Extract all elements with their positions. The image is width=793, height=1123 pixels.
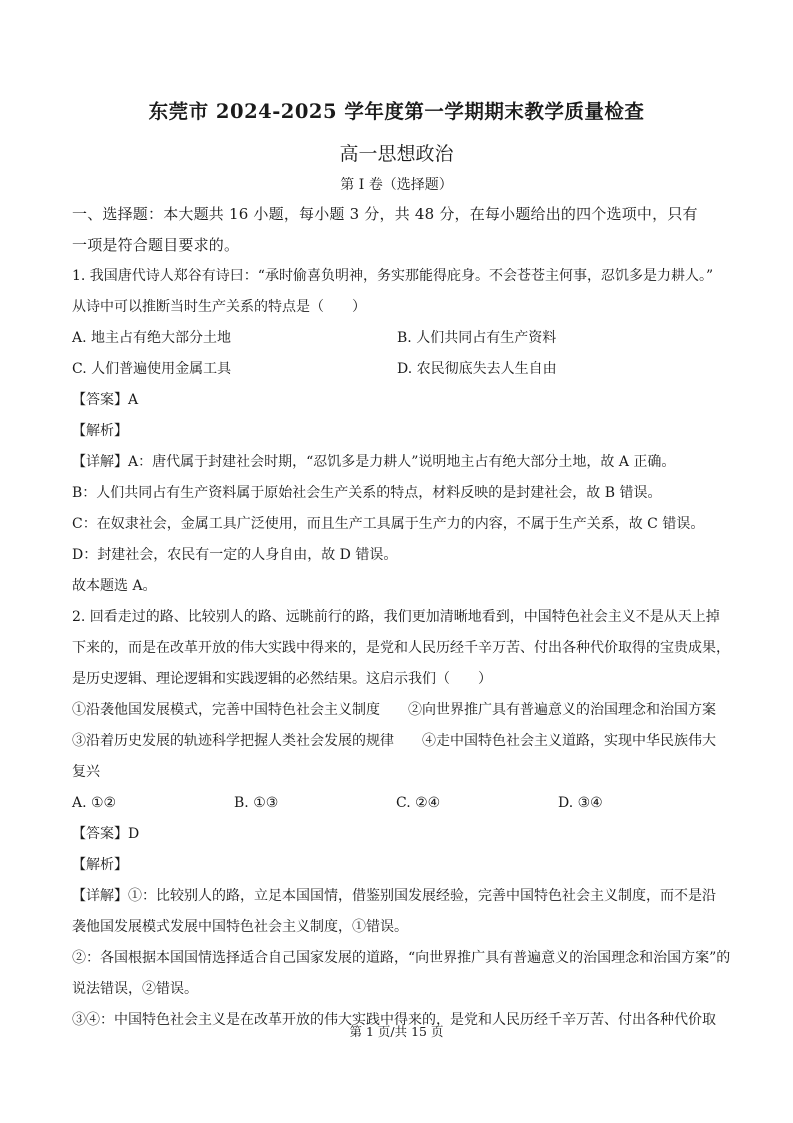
section-instructions-line-1: 一、选择题：本大题共 16 小题，每小题 3 分，共 48 分，在每小题给出的四个选项中，只有 (72, 205, 698, 223)
q2-detail-line-3: ②：各国根据本国国情选择适合自己国家发展的道路，“向世界推广具有普遍意义的治国理念和治国方案”的 (72, 950, 731, 966)
exam-content (72, 199, 731, 1036)
q2-stem-line-2: 下来的，而是在改革开放的伟大实践中得来的，是党和人民历经千辛万苦、付出各种代价取得的宝贵成果， (72, 640, 730, 656)
q2-detail-line-1: 【详解】①：比较别人的路，立足本国国情，借鉴别国发展经验，完善中国特色社会主义制度，而不是沿 (72, 888, 716, 904)
q1-option-a: A. 地主占有绝大部分土地 (72, 330, 232, 346)
q2-answer: 【答案】D (72, 826, 140, 842)
q1-detail-line-1: 【详解】A：唐代属于封建社会时期，“忍饥多是力耕人”说明地主占有绝大部分土地，故 A 正确。 (72, 454, 676, 470)
q2-detail-line-5: ③④：中国特色社会主义是在改革开放的伟大实践中得来的，是党和人民历经千辛万苦、付出各种代价取 (72, 1012, 716, 1028)
q2-detail-line-2: 袭他国发展模式发展中国特色社会主义制度，①错误。 (72, 919, 408, 935)
section-instructions-line-2: 一项是符合题目要求的。 (72, 236, 240, 254)
q1-option-d: D. 农民彻底失去人生自由 (397, 361, 557, 377)
q1-option-c: C. 人们普遍使用金属工具 (72, 361, 232, 377)
q1-stem-line-2: 从诗中可以推断当时生产关系的特点是（ ） (72, 299, 366, 315)
q2-options-row (72, 788, 722, 819)
exam-title: 东莞市 2024-2025 学年度第一学期期末教学质量检查 (148, 100, 645, 123)
page-footer: 第 1 页/共 15 页 (349, 1024, 444, 1039)
q2-option-b: B. ①③ (234, 795, 279, 811)
q2-option-c: C. ②④ (396, 795, 441, 811)
q2-analysis-label: 【解析】 (72, 857, 128, 873)
q1-answer: 【答案】A (72, 392, 139, 408)
q1-analysis-label: 【解析】 (72, 423, 128, 439)
q1-detail-line-2: B：人们共同占有生产资料属于原始社会生产关系的特点，材料反映的是封建社会，故 B 错误。 (72, 485, 662, 501)
volume-heading: 第 I 卷（选择题） (340, 177, 453, 193)
q2-stem-line-3: 是历史逻辑、理论逻辑和实践逻辑的必然结果。这启示我们（ ） (72, 671, 492, 687)
q2-stem-line-1: 2. 回看走过的路、比较别人的路、远眺前行的路，我们更加清晰地看到，中国特色社会主义不是从天上掉 (72, 609, 720, 625)
q2-option-d: D. ③④ (558, 795, 603, 811)
q1-conclusion: 故本题选 A。 (72, 578, 157, 594)
exam-subject: 高一思想政治 (339, 143, 454, 165)
q1-detail-line-4: D：封建社会，农民有一定的人身自由，故 D 错误。 (72, 547, 398, 563)
q1-stem-line-1: 1. 我国唐代诗人郑谷有诗曰：“承时偷喜负明神，务实那能得庇身。不会苍苍主何事，忍饥多是力耕人。” (72, 268, 714, 284)
q1-option-b: B. 人们共同占有生产资料 (397, 330, 557, 346)
q2-items-line-3: 复兴 (72, 764, 100, 780)
q1-options-row-1 (72, 323, 722, 354)
q1-options-row-2 (72, 354, 722, 385)
q2-items-line-2: ③沿着历史发展的轨迹科学把握人类社会发展的规律 ④走中国特色社会主义道路，实现中华民族伟大 (72, 733, 716, 749)
q1-detail-line-3: C：在奴隶社会，金属工具广泛使用，而且生产工具属于生产力的内容，不属于生产关系，故 C 错误。 (72, 516, 705, 532)
q2-option-a: A. ①② (72, 795, 117, 811)
q2-detail-line-4: 说法错误，②错误。 (72, 981, 198, 997)
q2-items-line-1: ①沿袭他国发展模式，完善中国特色社会主义制度 ②向世界推广具有普遍意义的治国理念和治国方案 (72, 702, 716, 718)
